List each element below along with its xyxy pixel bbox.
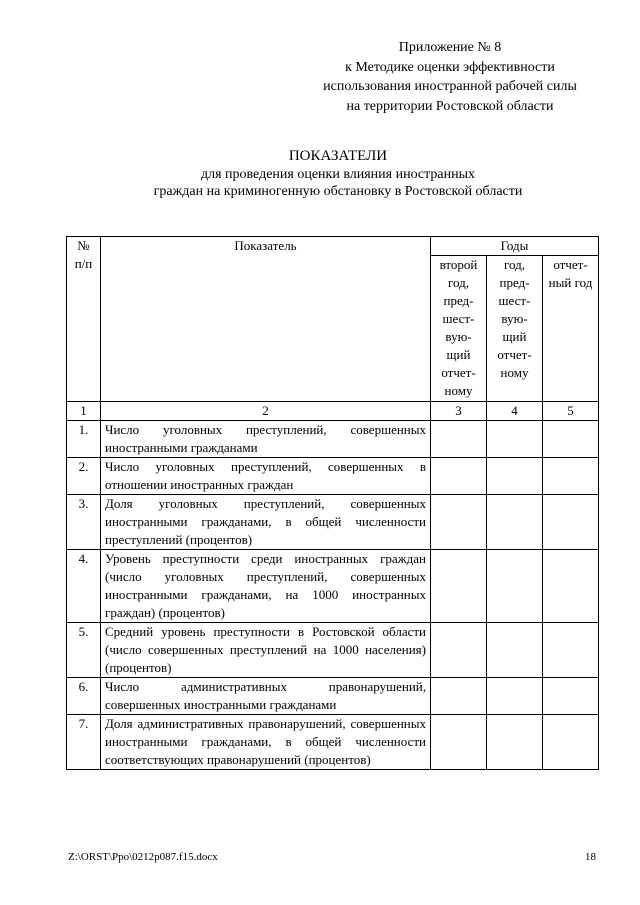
- value-cell: [487, 678, 543, 715]
- table-row: [67, 715, 599, 770]
- row-indicator: Число уголовных преступлений, совершенных в отношении иностранных граждан: [101, 458, 431, 495]
- value-cell: [543, 458, 599, 495]
- value-cell: [487, 550, 543, 623]
- value-cell: [543, 678, 599, 715]
- header-year-col: второй год, пред-шест-вую-щий отчет-ному: [431, 256, 487, 402]
- column-number: 1: [67, 402, 101, 421]
- header-num: № п/п: [67, 237, 101, 402]
- title-subline: для проведения оценки влияния иностранных: [200, 167, 476, 182]
- table-row: [67, 678, 599, 715]
- title-heading: ПОКАЗАТЕЛИ: [288, 148, 388, 164]
- header-year-col: год, пред-шест-вую-щий отчет-ному: [487, 256, 543, 402]
- value-cell: [431, 678, 487, 715]
- value-cell: [431, 495, 487, 550]
- appendix-line: Приложение № 8: [398, 40, 502, 55]
- column-number: 2: [101, 402, 431, 421]
- title-subline: граждан на криминогенную обстановку в Ростовской области: [153, 184, 523, 199]
- value-cell: [487, 623, 543, 678]
- footer-file-path: Z:\ORST\Ppo\0212p087.f15.docx: [68, 851, 218, 863]
- table-row: [67, 495, 599, 550]
- row-indicator: Доля административных правонарушений, совершенных иностранными гражданами, в общей численности соответствующих правонарушений (процентов): [101, 715, 431, 770]
- value-cell: [431, 550, 487, 623]
- row-indicator: Средний уровень преступности в Ростовской области (число совершенных преступлений на 1000 населения) (процентов): [101, 623, 431, 678]
- row-num: 1.: [67, 421, 101, 458]
- value-cell: [543, 495, 599, 550]
- value-cell: [487, 458, 543, 495]
- value-cell: [543, 715, 599, 770]
- appendix-line: к Методике оценки эффективности: [345, 59, 555, 75]
- value-cell: [431, 715, 487, 770]
- row-num: 6.: [67, 678, 101, 715]
- value-cell: [543, 550, 599, 623]
- row-num: 2.: [67, 458, 101, 495]
- value-cell: [431, 623, 487, 678]
- indicators-table: [66, 236, 599, 770]
- page-number: 18: [585, 851, 596, 863]
- table-row: [67, 421, 599, 458]
- row-num: 7.: [67, 715, 101, 770]
- value-cell: [431, 458, 487, 495]
- table-row: [67, 550, 599, 623]
- row-indicator: Уровень преступности среди иностранных граждан (число уголовных преступлений, совершенных иностранными гражданами, на 1000 иностранных граждан) (процентов): [101, 550, 431, 623]
- appendix-line: на территории Ростовской области: [346, 98, 554, 114]
- table-row: [67, 458, 599, 495]
- table-header-row: [67, 237, 599, 256]
- row-indicator: Число уголовных преступлений, совершенных иностранными гражданами: [101, 421, 431, 458]
- value-cell: [487, 715, 543, 770]
- column-number: 3: [431, 402, 487, 421]
- header-years: Годы: [431, 237, 599, 256]
- column-number: 4: [487, 402, 543, 421]
- column-number-row: [67, 402, 599, 421]
- value-cell: [487, 421, 543, 458]
- row-indicator: Число административных правонарушений, совершенных иностранными гражданами: [101, 678, 431, 715]
- row-num: 5.: [67, 623, 101, 678]
- column-number: 5: [543, 402, 599, 421]
- appendix-line: использования иностранной рабочей силы: [323, 79, 577, 94]
- value-cell: [487, 495, 543, 550]
- document-title: [40, 146, 636, 200]
- header-year-col: отчет-ный год: [543, 256, 599, 402]
- header-indicator: Показатель: [101, 237, 431, 402]
- appendix-block: [300, 38, 600, 116]
- row-num: 4.: [67, 550, 101, 623]
- value-cell: [431, 421, 487, 458]
- row-num: 3.: [67, 495, 101, 550]
- row-indicator: Доля уголовных преступлений, совершенных иностранными гражданами, в общей численности преступлений (процентов): [101, 495, 431, 550]
- table-row: [67, 623, 599, 678]
- value-cell: [543, 623, 599, 678]
- value-cell: [543, 421, 599, 458]
